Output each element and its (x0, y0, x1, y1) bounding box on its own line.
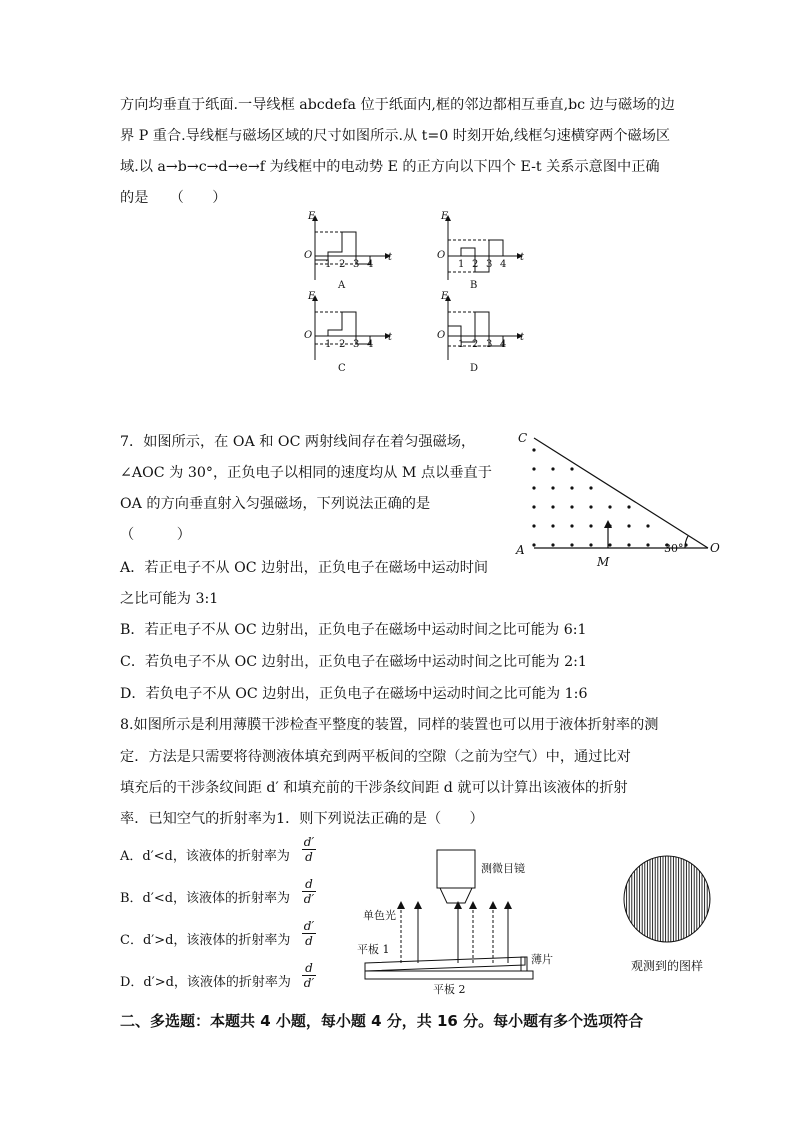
numerator: d (305, 961, 313, 975)
numerator: d′ (303, 835, 315, 849)
field-dot (608, 505, 611, 508)
q8-option-a-frac (302, 836, 316, 863)
label-a: A (516, 543, 525, 557)
tick: 2 (339, 259, 346, 270)
q8-option-c: C．d′>d，该液体的折射率为 (120, 933, 291, 948)
field-dot (627, 505, 630, 508)
tick: 4 (500, 339, 507, 350)
pattern-label: 观测到的图样 (630, 959, 703, 973)
denominator: d (305, 934, 313, 948)
graph-label-d: D (470, 363, 479, 374)
tick: 1 (458, 259, 465, 270)
label-c: C (518, 431, 528, 445)
field-dot (608, 543, 611, 546)
field-dot (646, 524, 649, 527)
microscope-label: 测微目镜 (481, 862, 525, 875)
q7-option-b: B．若正电子不从 OC 边射出，正负电子在磁场中运动时间之比可能为 6:1 (120, 622, 587, 638)
q8-line-4: 率．已知空气的折射率为1．则下列说法正确的是（ ） (120, 811, 484, 827)
field-dot (589, 543, 592, 546)
field-dot (532, 467, 535, 470)
q7-option-d: D．若负电子不从 OC 边射出，正负电子在磁场中运动时间之比可能为 1:6 (120, 686, 588, 702)
microscope-objective (440, 888, 472, 903)
tick: 4 (367, 259, 374, 270)
tick: 3 (486, 339, 493, 350)
microscope-body (437, 850, 475, 888)
field-dot (532, 486, 535, 489)
field-dot (646, 543, 649, 546)
section-2-heading: 二、多选题：本题共 4 小题，每小题 4 分，共 16 分。每小题有多个选项符合 (120, 1012, 644, 1030)
graph-c-e-label: E (308, 291, 316, 302)
field-dot (570, 505, 573, 508)
q8-line-1: 8.如图所示是利用薄膜干涉检查平整度的装置，同样的装置也可以用于液体折射率的测 (120, 717, 659, 733)
graph-c-origin: O (304, 330, 313, 341)
field-dot (551, 524, 554, 527)
numerator: d (305, 877, 313, 891)
graph-label-b: B (470, 280, 478, 291)
q7-option-c: C．若负电子不从 OC 边射出，正负电子在磁场中运动时间之比可能为 2:1 (120, 654, 587, 670)
field-dot (589, 486, 592, 489)
graph-b-t-label: t (520, 252, 525, 263)
field-dot (532, 543, 535, 546)
q7-option-a-cont: 之比可能为 3:1 (120, 591, 219, 607)
field-dot (551, 486, 554, 489)
q8-option-b: B．d′<d，该液体的折射率为 (120, 891, 291, 906)
field-dot (532, 524, 535, 527)
graph-a-origin: O (304, 250, 313, 261)
graph-d-t-label: t (520, 332, 525, 343)
q8-line-2: 定．方法是只需要将待测液体填充到两平板间的空隙（之前为空气）中，通过比对 (120, 749, 631, 765)
graph-a-e-label: E (308, 211, 316, 222)
field-dot (627, 524, 630, 527)
denominator: d′ (303, 892, 315, 906)
tick: 3 (353, 259, 360, 270)
field-dot (532, 505, 535, 508)
field-dot (627, 543, 630, 546)
q8-line-3: 填充后的干涉条纹间距 d′ 和填充前的干涉条纹间距 d 就可以计算出该液体的折射 (120, 780, 628, 796)
graph-c-t-label: t (388, 332, 393, 343)
sheet-label: 薄片 (531, 953, 553, 966)
tick: 2 (472, 339, 479, 350)
tick: 2 (339, 339, 346, 350)
oc-ray (534, 438, 708, 548)
graph-b-e-label: E (441, 211, 449, 222)
graph-a-t-label: t (388, 252, 393, 263)
field-dot (551, 505, 554, 508)
plate-2 (365, 971, 533, 979)
field-dot (589, 505, 592, 508)
q6-line-4: 的是 （ ） (120, 190, 227, 206)
q8-option-b-frac (302, 878, 316, 905)
graph-b-origin: O (437, 250, 446, 261)
graph-d-origin: O (437, 330, 446, 341)
q7-figure (510, 428, 725, 568)
q7-line-4: （ ） (120, 527, 191, 543)
tick: 4 (367, 339, 374, 350)
plate-1-label: 平板 1 (357, 943, 390, 956)
q8-option-d-frac (302, 962, 316, 989)
field-dot (570, 467, 573, 470)
q7-line-2: ∠AOC 为 30°，正负电子以相同的速度均从 M 点以垂直于 (120, 465, 492, 481)
q8-apparatus (345, 845, 553, 1000)
field-dot (570, 486, 573, 489)
tick: 1 (325, 259, 332, 270)
angle-label: 30° (664, 542, 684, 555)
plate-2-label: 平板 2 (433, 983, 466, 996)
field-dot (570, 524, 573, 527)
q7-line-1: 7．如图所示，在 OA 和 OC 两射线间存在着匀强磁场， (120, 434, 476, 450)
numerator: d′ (303, 919, 315, 933)
graph-label-a: A (338, 280, 346, 291)
q6-line-1: 方向均垂直于纸面.一导线框 abcdefa 位于纸面内,框的邻边都相互垂直,bc 边与磁场的边 (120, 97, 675, 113)
monochromatic-light-label: 单色光 (363, 909, 396, 922)
tick: 1 (458, 339, 465, 350)
magnetic-field-dots (532, 448, 687, 546)
interference-pattern (612, 852, 722, 962)
field-dot (551, 467, 554, 470)
denominator: d (305, 850, 313, 864)
label-m: M (597, 555, 610, 569)
tick: 4 (500, 259, 507, 270)
q7-line-3: OA 的方向垂直射入匀强磁场，下列说法正确的是 (120, 496, 431, 512)
q6-line-3: 域.以 a→b→c→d→e→f 为线框中的电动势 E 的正方向以下四个 E-t 关系示意图中正确 (120, 159, 660, 175)
label-o: O (710, 541, 720, 555)
field-dot (532, 448, 535, 451)
q8-option-c-frac (302, 920, 316, 947)
q7-option-a: A．若正电子不从 OC 边射出，正负电子在磁场中运动时间 (120, 560, 489, 576)
tick: 3 (486, 259, 493, 270)
q8-option-d: D．d′>d，该液体的折射率为 (120, 975, 291, 990)
denominator: d′ (303, 976, 315, 990)
tick: 2 (472, 259, 479, 270)
field-dot (551, 543, 554, 546)
field-dot (684, 543, 687, 546)
plate-1 (365, 957, 525, 971)
q6-line-2: 界 P 重合.导线框与磁场区域的尺寸如图所示.从 t=0 时刻开始,线框匀速横穿两个磁场区 (120, 128, 671, 144)
field-dot (570, 543, 573, 546)
thin-sheet (521, 957, 527, 971)
tick: 3 (353, 339, 360, 350)
graph-label-c: C (338, 363, 346, 374)
q8-option-a: A．d′<d，该液体的折射率为 (120, 849, 290, 864)
field-dot (608, 524, 611, 527)
tick: 1 (325, 339, 332, 350)
field-dot (589, 524, 592, 527)
q6-graphs (300, 208, 560, 378)
graph-d-e-label: E (441, 291, 449, 302)
